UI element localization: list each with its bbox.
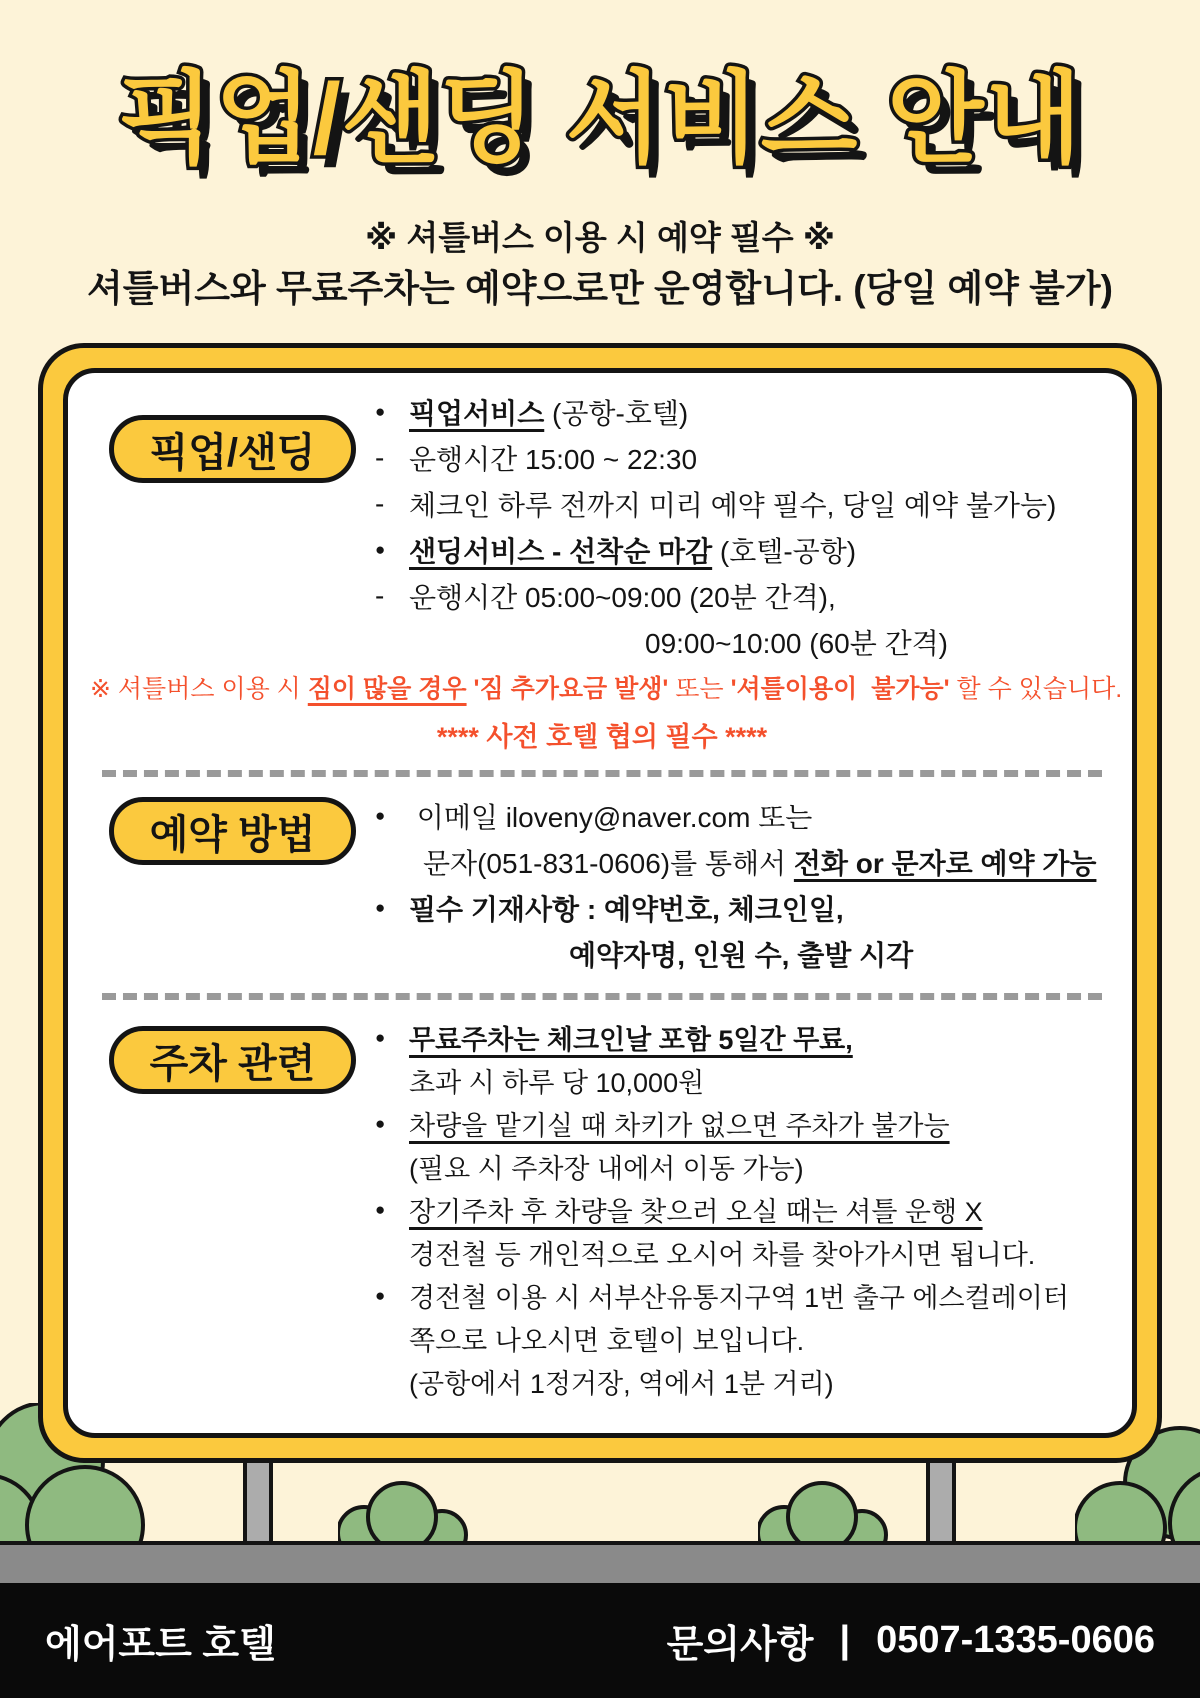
- text-run: 경전철 등 개인적으로 오시어 차를 찾아가시면 됩니다.: [409, 1240, 1036, 1270]
- section-reservation-method: [90, 793, 1114, 977]
- footer-bar: [0, 1583, 1200, 1698]
- section-label-pickup-sending: 픽업/샌딩: [109, 415, 357, 483]
- bullet-marker: ●: [375, 540, 386, 559]
- bullet-marker: ●: [375, 898, 386, 917]
- content-line: [375, 1145, 1114, 1188]
- content-line: [375, 527, 1114, 573]
- text-run: 운행시간 15:00 ~ 22:30: [409, 444, 698, 475]
- text-run: 09:00~10:00 (60분 간격): [645, 628, 948, 659]
- content-line: [375, 793, 1114, 839]
- text-run: 픽업서비스: [409, 398, 545, 429]
- content-line: [90, 669, 1123, 705]
- text-run: 예약자명, 인원 수, 출발 시각: [569, 940, 914, 971]
- content-line: [375, 1102, 1114, 1145]
- text-run: **** 사전 호텔 협의 필수 ****: [436, 722, 768, 752]
- content-line: [375, 1231, 1114, 1274]
- billboard-post-left: [243, 1459, 273, 1545]
- content-line: [90, 715, 1114, 754]
- text-run: 장기주차 후 차량을 찾으러 오실 때는 셔틀 운행 X: [409, 1197, 983, 1227]
- text-run: 무료주차는 체크인날 포함 5일간 무료,: [409, 1025, 853, 1055]
- section-label-parking: 주차 관련: [109, 1026, 357, 1094]
- content-line: [375, 435, 1114, 481]
- section-label-reservation-method: 예약 방법: [109, 797, 357, 865]
- bullet-marker: -: [375, 488, 385, 519]
- pill-column: [90, 1016, 375, 1094]
- text-run: 체크인 하루 전까지 미리 예약 필수, 당일 예약 불가능): [409, 490, 1057, 521]
- contact-info: [667, 1613, 1155, 1668]
- text-run: (필요 시 주차장 내에서 이동 가능): [409, 1154, 804, 1184]
- dashed-divider: [102, 770, 1102, 777]
- text-run: 필수 기재사항 : 예약번호, 체크인일,: [409, 894, 844, 925]
- text-run: (호텔-공항): [712, 536, 857, 567]
- content-line: [375, 839, 1114, 885]
- road: [0, 1541, 1200, 1585]
- bush-icon: [758, 1480, 888, 1543]
- content-line: [375, 1016, 1114, 1059]
- content-line: [375, 1317, 1114, 1360]
- text-run: ※ 셔틀버스 이용 시: [90, 675, 308, 703]
- text-run: 이메일 iloveny@naver.com 또는: [409, 802, 813, 833]
- billboard-panel: [63, 368, 1137, 1438]
- text-run: 할 수 있습니다.: [949, 675, 1123, 703]
- contact-label: 문의사항: [666, 1624, 814, 1666]
- bullet-marker: ●: [375, 1113, 386, 1133]
- subtitle-reservation-only: 셔틀버스와 무료주차는 예약으로만 운영합니다. (당일 예약 불가): [87, 268, 1113, 309]
- content-line: [375, 619, 1114, 665]
- content-line: [375, 389, 1114, 435]
- billboard-frame: [38, 343, 1162, 1463]
- text-run: 전화 or 문자로 예약 가능: [793, 848, 1097, 879]
- content-line: [375, 1360, 1114, 1403]
- text-run: 운행시간 05:00~09:00 (20분 간격),: [409, 582, 836, 613]
- content-line: [375, 885, 1114, 931]
- dashed-divider: [102, 993, 1102, 1000]
- section-lines: [375, 389, 1114, 665]
- content-line: [375, 1059, 1114, 1102]
- text-run: 문자(051-831-0606)를 통해서: [423, 848, 794, 879]
- text-run: 초과 시 하루 당 10,000원: [409, 1068, 705, 1098]
- text-run: 또는: [668, 675, 731, 703]
- content-line: [375, 1188, 1114, 1231]
- text-run: '짐 추가요금 발생': [466, 675, 669, 703]
- bullet-marker: ●: [375, 806, 386, 825]
- bullet-marker: ●: [375, 402, 386, 421]
- content-line: [375, 573, 1114, 619]
- pill-column: [90, 793, 375, 865]
- section-lines: [375, 793, 1114, 977]
- bullet-marker: ●: [375, 1027, 386, 1047]
- content-line: [375, 481, 1114, 527]
- contact-divider: |: [839, 1619, 851, 1661]
- text-run: 차량을 맡기실 때 차키가 없으면 주차가 불가능: [409, 1111, 950, 1141]
- content-line: [375, 1274, 1114, 1317]
- section-lines: [375, 1016, 1114, 1403]
- section-parking: [90, 1016, 1114, 1403]
- page-title: 픽업/샌딩 서비스 안내: [117, 63, 1083, 175]
- contact-phone: 0507-1335-0606: [876, 1619, 1155, 1661]
- pill-column: [90, 389, 375, 483]
- billboard-post-right: [926, 1459, 956, 1545]
- text-run: 샌딩서비스 - 선착순 마감: [409, 536, 713, 567]
- section-pickup-sending: [90, 389, 1114, 665]
- text-run: (공항-호텔): [544, 398, 689, 429]
- text-run: 짐이 많을 경우: [307, 675, 467, 703]
- text-run: '셔틀이용이 불가능': [730, 675, 950, 703]
- text-run: 경전철 이용 시 서부산유통지구역 1번 출구 에스컬레이터: [409, 1283, 1069, 1313]
- hotel-name: 에어포트 호텔: [45, 1624, 276, 1666]
- content-line: [375, 931, 1114, 977]
- bush-icon: [338, 1479, 468, 1543]
- shuttle-luggage-notice: [90, 669, 1123, 754]
- text-run: 쪽으로 나오시면 호텔이 보입니다.: [409, 1326, 805, 1356]
- text-run: (공항에서 1정거장, 역에서 1분 거리): [409, 1369, 834, 1399]
- subtitle-reservation-required: ※ 셔틀버스 이용 시 예약 필수 ※: [365, 219, 835, 256]
- bullet-marker: -: [375, 580, 385, 611]
- bullet-marker: ●: [375, 1199, 386, 1219]
- bullet-marker: ●: [375, 1285, 386, 1305]
- bullet-marker: -: [375, 442, 385, 473]
